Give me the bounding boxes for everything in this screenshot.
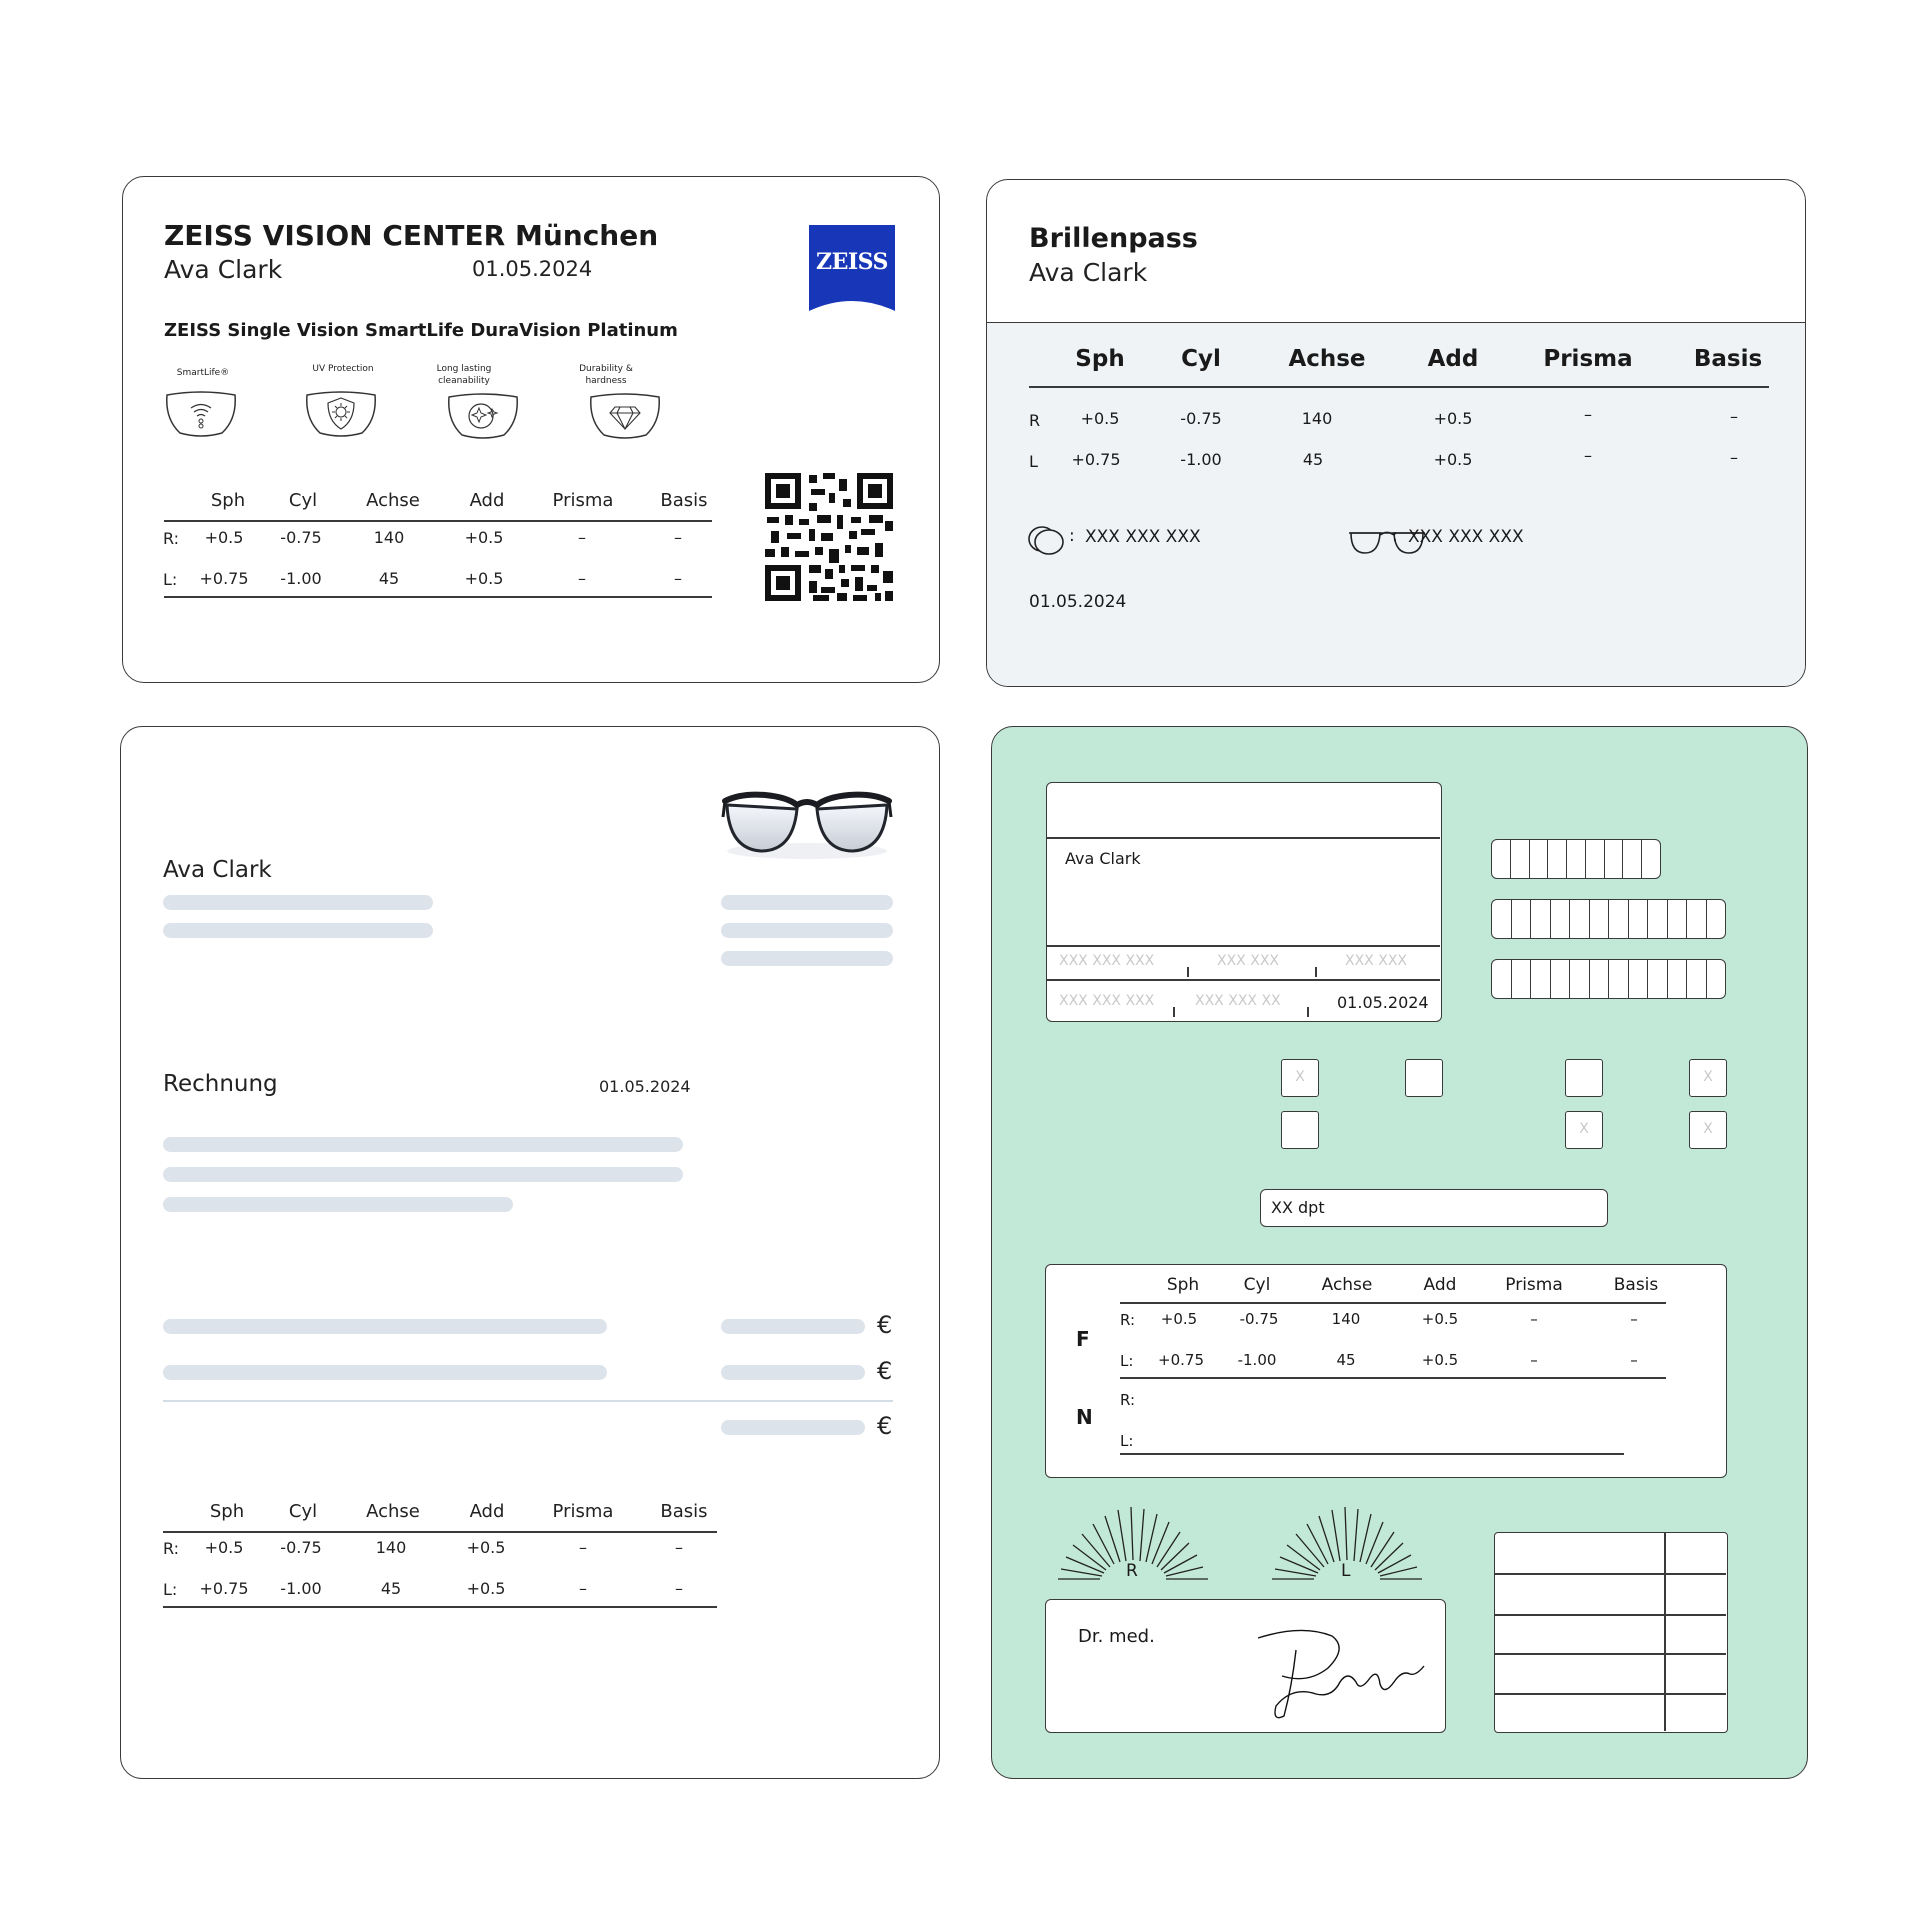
brillenpass-card [986,179,1806,687]
sph-l: +0.75 [1071,450,1121,469]
col-header: Basis [660,1501,708,1522]
section-far: F [1076,1327,1090,1351]
prism-l: – [1584,446,1592,465]
address-placeholder [163,895,433,910]
sph-l: +0.75 [1158,1351,1204,1369]
total-placeholder [721,1420,865,1435]
add-r: +0.5 [1421,1310,1459,1328]
add-r: +0.5 [466,1538,506,1557]
col-header: Add [1427,346,1479,372]
invoice-date: 01.05.2024 [599,1077,691,1096]
cyl-r: -0.75 [1180,409,1222,428]
text-placeholder [163,1137,683,1152]
row-label-r: R: [163,529,180,548]
row-label-l: L: [1120,1352,1134,1370]
col-header: Achse [366,490,420,511]
sph-r: +0.5 [1160,1310,1198,1328]
amount-placeholder [721,1365,865,1380]
col-header: Prisma [1543,346,1633,372]
add-l: +0.5 [466,1579,506,1598]
cyl-l: -1.00 [280,1579,322,1598]
col-header: Add [469,1501,505,1522]
row-label-r: R: [1120,1391,1136,1409]
card-date: 01.05.2024 [1029,592,1127,612]
add-l: +0.5 [1433,450,1473,469]
product-name: ZEISS Single Vision SmartLife DuraVision Platinum [164,320,678,341]
axis-r: 140 [375,1538,407,1557]
cyl-r: -0.75 [1239,1310,1279,1328]
prescription-table-box [1045,1264,1727,1478]
qr-code-icon[interactable] [765,473,893,601]
col-header: Sph [209,1501,245,1522]
euro-symbol: € [877,1311,893,1339]
sph-l: +0.75 [199,1579,249,1598]
add-r: +0.5 [1433,409,1473,428]
amount-placeholder [721,1319,865,1334]
checkbox[interactable]: X [1281,1059,1319,1097]
line-item-placeholder [163,1365,607,1380]
customer-name: Ava Clark [164,255,283,284]
row-label-l: L: [1120,1432,1134,1450]
base-r: – [674,528,682,547]
col-header: Cyl [288,490,318,511]
card-date: 01.05.2024 [472,257,593,281]
row-label-l: L: [163,1580,178,1599]
col-header: Cyl [1243,1275,1271,1295]
row-label-l: L [1029,452,1038,471]
cyl-l: -1.00 [280,569,322,588]
add-l: +0.5 [464,569,504,588]
axis-l: 45 [1302,450,1324,469]
glasses-number: XXX XXX XXX [1408,527,1524,547]
sph-l: +0.75 [199,569,249,588]
form-date: 01.05.2024 [1337,993,1429,1012]
col-header: Achse [1288,346,1366,372]
cleanability-icon [446,391,520,439]
brillenpass-body: Sph Cyl Achse Add Prisma Basis R +0.5 -0.75 140 +0.5 – – L +0.75 -1.00 45 +0.5 – – : XXX XXX XXX : XXX XXX XXX 01.05.2024 [987,322,1805,686]
customer-name: Ava Clark [163,857,272,883]
prism-l: – [1530,1351,1538,1369]
text-placeholder [163,1167,683,1182]
contact-lens-number: XXX XXX XXX [1085,527,1201,547]
patient-box: Ava Clark XXX XXX XXX XXX XXX XXX XXX XXX XXX XXX XXX XXX XX 01.05.2024 [1046,782,1442,1022]
checkbox[interactable]: X [1565,1111,1603,1149]
address-placeholder [163,923,433,938]
signature-box [1045,1599,1446,1733]
axis-l: 45 [378,569,400,588]
doctor-number-field[interactable] [1491,959,1726,999]
sph-r: +0.5 [1080,409,1120,428]
smartlife-icon [164,389,238,437]
col-header: Basis [1613,1275,1659,1295]
axis-r: 140 [373,528,405,547]
sph-r: +0.5 [204,528,244,547]
base-l: – [675,1579,683,1598]
brillenpass-title: Brillenpass [1029,223,1198,254]
prism-l: – [578,569,586,588]
base-l: – [1730,448,1738,467]
row-label-r: R: [163,1539,180,1558]
add-l: +0.5 [1421,1351,1459,1369]
checkbox[interactable] [1405,1059,1443,1097]
feature-label: UV Protection [312,364,374,374]
total-divider [163,1400,893,1402]
euro-symbol: € [877,1412,893,1440]
cyl-l: -1.00 [1180,450,1222,469]
center-title: ZEISS VISION CENTER München [164,219,659,252]
store-address-placeholder [721,923,893,938]
prism-r: – [578,528,586,547]
glasses-image [721,787,893,867]
checkbox[interactable]: X [1689,1059,1727,1097]
section-near: N [1076,1405,1093,1429]
base-r: – [675,1538,683,1557]
lens-order-grid [1494,1532,1728,1733]
base-r: – [1730,407,1738,426]
line-item-placeholder [163,1319,607,1334]
col-header: Prisma [1505,1275,1563,1295]
axis-r: 140 [1301,409,1333,428]
col-header: Sph [1166,1275,1200,1295]
customer-name: Ava Clark [1029,258,1148,287]
feature-label: Long lasting cleanability [436,364,492,386]
col-header: Basis [660,490,708,511]
zeiss-lens-card [122,176,940,683]
cyl-r: -0.75 [280,528,322,547]
prism-r: – [1530,1310,1538,1328]
prism-l: – [579,1579,587,1598]
col-header: Add [1423,1275,1457,1295]
dpt-field[interactable] [1260,1189,1608,1227]
col-header: Cyl [288,1501,318,1522]
invoice-title: Rechnung [163,1071,278,1097]
checkbox[interactable] [1281,1111,1319,1149]
prism-r: – [1584,405,1592,424]
col-header: Achse [1321,1275,1373,1295]
cyl-l: -1.00 [1237,1351,1277,1369]
dpt-value: XX dpt [1271,1198,1325,1217]
axis-l: 45 [380,1579,402,1598]
store-address-placeholder [721,951,893,966]
axis-r: 140 [1331,1310,1361,1328]
contact-lens-icon [1027,523,1069,557]
prescription-form-card [991,726,1808,1779]
doctor-label: Dr. med. [1078,1626,1155,1647]
row-label-r: R [1029,411,1041,430]
col-header: Prisma [552,490,614,511]
invoice-card [120,726,940,1779]
col-header: Prisma [552,1501,614,1522]
base-l: – [674,569,682,588]
signature-image [1252,1626,1432,1726]
store-address-placeholder [721,895,893,910]
sph-r: +0.5 [204,1538,244,1557]
col-header: Basis [1693,346,1763,372]
dial-label-l: L [1341,1561,1351,1581]
base-l: – [1630,1351,1638,1369]
col-header: Sph [1075,346,1125,372]
col-header: Sph [210,490,246,511]
zeiss-logo: ZEISS [809,225,895,311]
checkbox[interactable]: X [1689,1111,1727,1149]
text-placeholder [163,1197,513,1212]
feature-label: SmartLife® [176,368,230,378]
col-header: Add [469,490,505,511]
axis-l: 45 [1336,1351,1356,1369]
patient-name: Ava Clark [1065,849,1141,868]
row-label-l: L: [163,570,178,589]
checkbox[interactable] [1565,1059,1603,1097]
row-label-r: R: [1120,1311,1136,1329]
prism-r: – [579,1538,587,1557]
add-r: +0.5 [464,528,504,547]
dial-label-r: R [1126,1561,1138,1581]
feature-label: Durability & hardness [579,364,633,386]
cyl-r: -0.75 [280,1538,322,1557]
base-r: – [1630,1310,1638,1328]
insurance-number-field[interactable] [1491,899,1726,939]
uv-protection-icon [304,389,378,437]
col-header: Cyl [1181,346,1221,372]
insurance-code-field[interactable] [1491,839,1661,879]
diamond-icon [588,391,662,439]
euro-symbol: € [877,1357,893,1385]
col-header: Achse [366,1501,420,1522]
